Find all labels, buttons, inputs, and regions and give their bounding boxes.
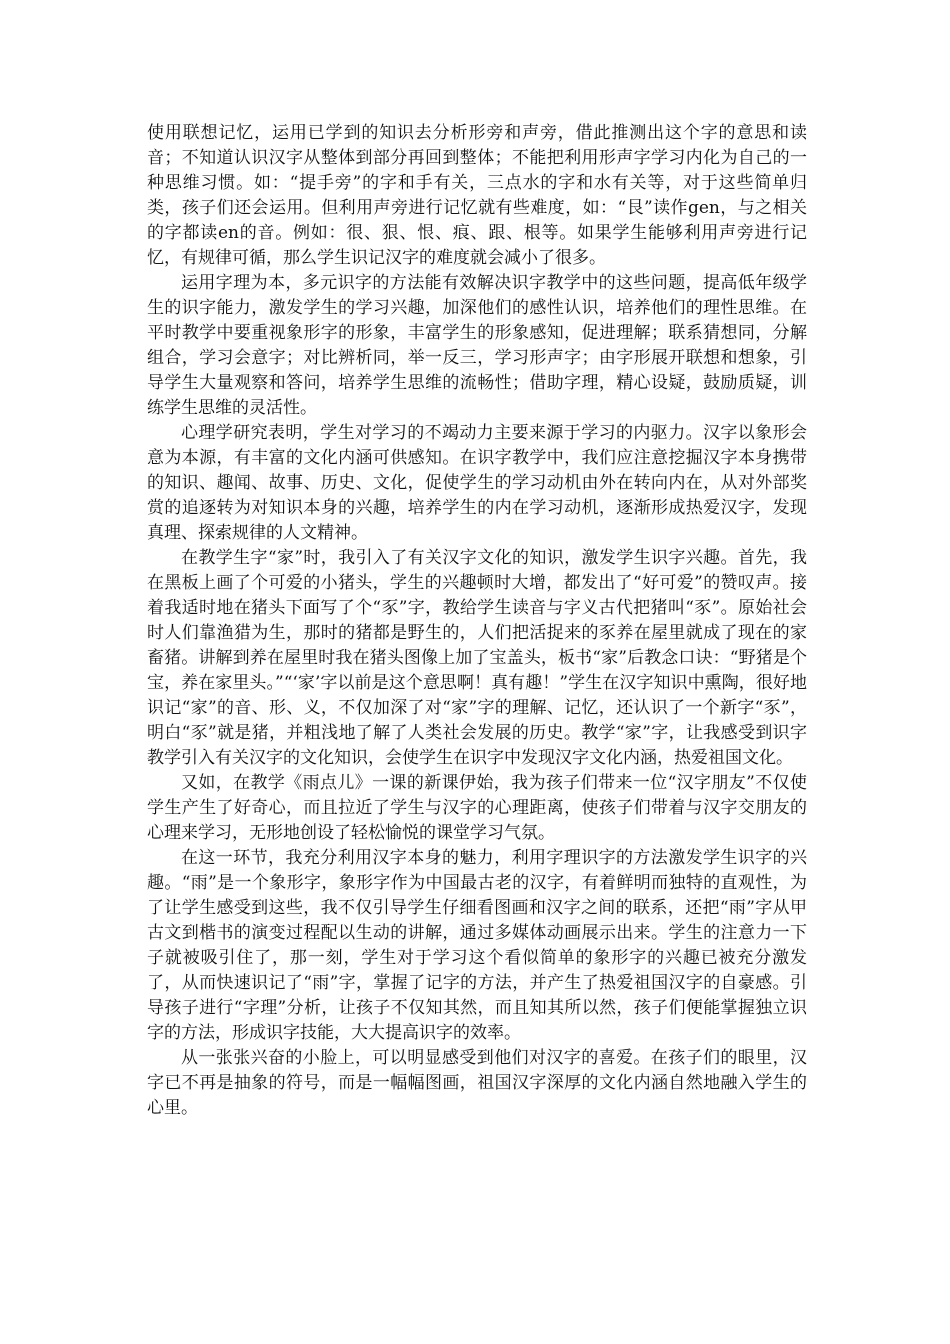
paragraph-6: 在这一环节，我充分利用汉字本身的魅力，利用字理识字的方法激发学生识字的兴趣。“雨”是一个象形字，象形字作为中国最古老的汉字，有着鲜明而独特的直观性，为了让学生感受到这些，我不仅引导学生仔细看图画和汉字之间的联系，还把“雨”字从甲古文到楷书的演变过程配以生动的讲解，通过多媒体动画展示出来。学生的注意力一下子就被吸引住了，那一刻，学生对于学习这个看似简单的象形字的兴趣已被充分激发了，从而快速识记了“雨”字，掌握了记字的方法，并产生了热爱祖国汉字的自豪感。引导孩子进行“字理”分析，让孩子不仅知其然，而且知其所以然，孩子们便能掌握独立识字的方法，形成识字技能，大大提高识字的效率。: [147, 848, 807, 1043]
paragraph-5: 又如，在教学《雨点儿》一课的新课伊始，我为孩子们带来一位“汉字朋友”不仅使学生产生了好奇心，而且拉近了学生与汉字的心理距离，使孩子们带着与汉字交朋友的心理来学习，无形地创设了轻松愉悦的课堂学习气氛。: [147, 773, 807, 843]
paragraph-4: 在教学生字“家”时，我引入了有关汉字文化的知识，激发学生识字兴趣。首先，我在黑板上画了个可爱的小猪头，学生的兴趣顿时大增，都发出了“好可爱”的赞叹声。接着我适时地在猪头下面写了个“豕”字，教给学生读音与字义古代把猪叫“豕”。原始社会时人们靠渔猎为生，那时的猪都是野生的，人们把活捉来的豕养在屋里就成了现在的家畜猪。讲解到养在屋里时我在猪头图像上加了宝盖头，板书“家”后教念口诀：“野猪是个宝，养在家里头。”“‘家’字以前是这个意思啊！真有趣！”学生在汉字知识中熏陶，很好地识记“家”的音、形、义，不仅加深了对“家”字的理解、记忆，还认识了一个新字“豕”，明白“豕”就是猪，并粗浅地了解了人类社会发展的历史。教学“家”字，让我感受到识字教学引入有关汉字的文化知识，会使学生在识字中发现汉字文化内涵，热爱祖国文化。: [147, 548, 807, 768]
paragraph-2: 运用字理为本，多元识字的方法能有效解决识字教学中的这些问题，提高低年级学生的识字能力，激发学生的学习兴趣，加深他们的感性认识，培养他们的理性思维。在平时教学中要重视象形字的形象，丰富学生的形象感知，促进理解；联系猜想同，分解组合，学习会意字；对比辨析同，举一反三，学习形声字；由字形展开联想和想象，引导学生大量观察和答问，培养学生思维的流畅性；借助字理，精心设疑，鼓励质疑，训练学生思维的灵活性。: [147, 273, 807, 418]
paragraph-1: 使用联想记忆，运用已学到的知识去分析形旁和声旁，借此推测出这个字的意思和读音；不知道认识汉字从整体到部分再回到整体；不能把利用形声字学习内化为自己的一种思维习惯。如：“提手旁”的字和手有关，三点水的字和水有关等，对于这些简单归类，孩子们还会运用。但利用声旁进行记忆就有些难度，如：“艮”读作gen，与之相关的字都读en的音。例如：很、狠、恨、痕、跟、根等。如果学生能够利用声旁进行记忆，有规律可循，那么学生识记汉字的难度就会减小了很多。: [147, 123, 807, 268]
paragraph-7: 从一张张兴奋的小脸上，可以明显感受到他们对汉字的喜爱。在孩子们的眼里，汉字已不再是抽象的符号，而是一幅幅图画，祖国汉字深厚的文化内涵自然地融入学生的心里。: [147, 1048, 807, 1118]
paragraph-3: 心理学研究表明，学生对学习的不竭动力主要来源于学习的内驱力。汉字以象形会意为本源，有丰富的文化内涵可供感知。在识字教学中，我们应注意挖掘汉字本身携带的知识、趣闻、故事、历史、文化，促使学生的学习动机由外在转向内在，从对外部奖赏的追逐转为对知识本身的兴趣，培养学生的内在学习动机，逐渐形成热爱汉字，发现真理、探索规律的人文精神。: [147, 423, 807, 543]
document-page: [147, 121, 807, 1121]
